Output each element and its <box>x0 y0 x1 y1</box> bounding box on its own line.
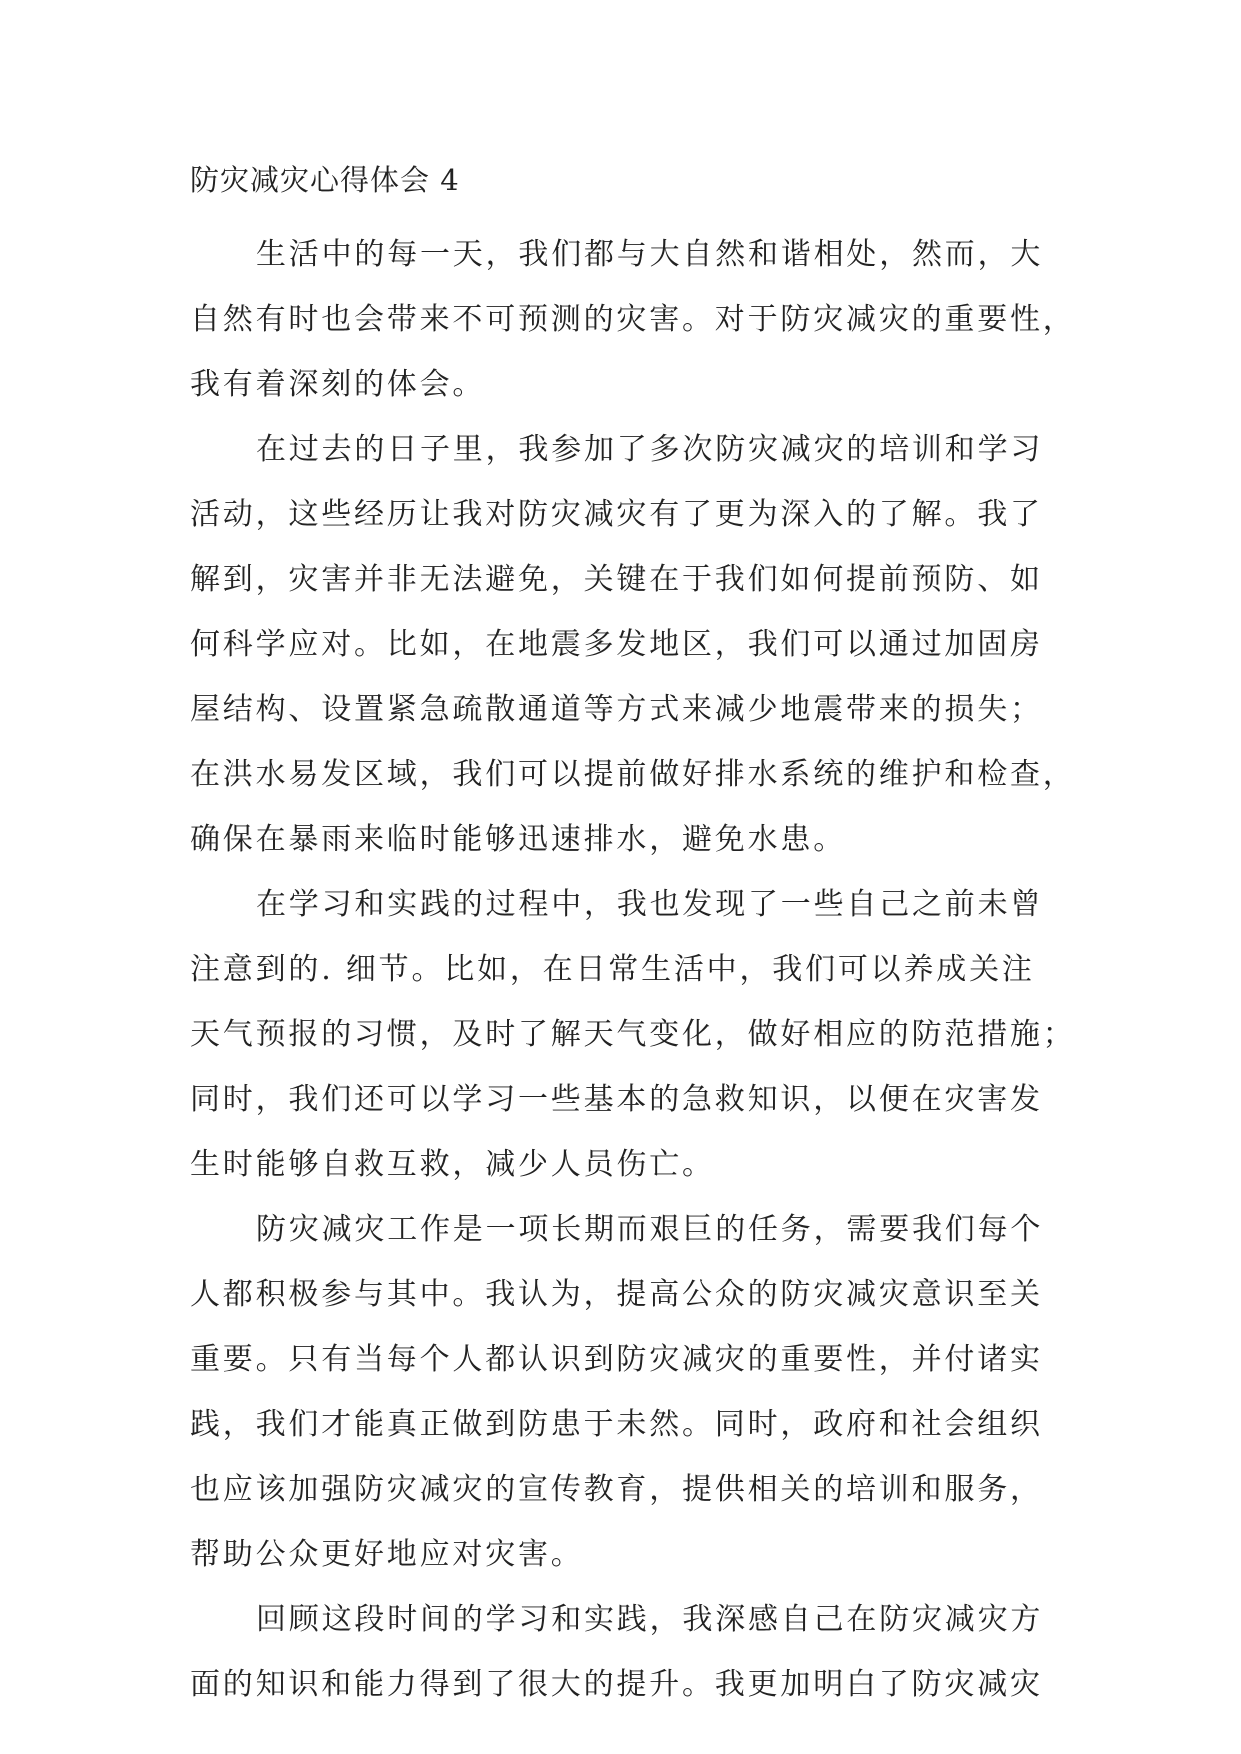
text-line: 践，我们才能真正做到防患于未然。同时，政府和社会组织 <box>190 1407 1043 1442</box>
text-line: 人都积极参与其中。我认为，提高公众的防灾减灾意识至关 <box>190 1277 1043 1312</box>
text-line: 在过去的日子里，我参加了多次防灾减灾的培训和学习 <box>256 432 1044 467</box>
text-line: 在学习和实践的过程中，我也发现了一些自己之前未曾 <box>256 887 1044 922</box>
text-line: 回顾这段时间的学习和实践，我深感自己在防灾减灾方 <box>256 1602 1044 1637</box>
text-line: 屋结构、设置紧急疏散通道等方式来减少地震带来的损失； <box>190 692 1043 727</box>
text-line: 面的知识和能力得到了很大的提升。我更加明白了防灾减灾 <box>190 1667 1043 1702</box>
text-line: 防灾减灾工作是一项长期而艰巨的任务，需要我们每个 <box>256 1212 1044 1247</box>
text-line: 活动，这些经历让我对防灾减灾有了更为深入的了解。我了 <box>190 497 1043 532</box>
text-line: 确保在暴雨来临时能够迅速排水，避免水患。 <box>190 822 846 857</box>
text-line: 也应该加强防灾减灾的宣传教育，提供相关的培训和服务， <box>190 1472 1043 1507</box>
text-line: 我有着深刻的体会。 <box>190 367 486 402</box>
text-line: 重要。只有当每个人都认识到防灾减灾的重要性，并付诸实 <box>190 1342 1043 1377</box>
document-title: 防灾减灾心得体会 4 <box>190 163 460 197</box>
document-body <box>190 222 1080 1717</box>
text-line: 同时，我们还可以学习一些基本的急救知识，以便在灾害发 <box>190 1082 1043 1117</box>
text-line: 帮助公众更好地应对灾害。 <box>190 1537 584 1572</box>
text-line: 解到，灾害并非无法避免，关键在于我们如何提前预防、如 <box>190 562 1043 597</box>
text-line: 何科学应对。比如，在地震多发地区，我们可以通过加固房 <box>190 627 1043 662</box>
text-line: 自然有时也会带来不可预测的灾害。对于防灾减灾的重要性， <box>190 302 1076 337</box>
text-line: 注意到的. 细节。比如，在日常生活中，我们可以养成关注 <box>190 952 1035 987</box>
text-line: 生活中的每一天，我们都与大自然和谐相处，然而，大 <box>256 237 1044 272</box>
text-line: 在洪水易发区域，我们可以提前做好排水系统的维护和检查， <box>190 757 1076 792</box>
text-line: 生时能够自救互救，减少人员伤亡。 <box>190 1147 715 1182</box>
text-line: 天气预报的习惯，及时了解天气变化，做好相应的防范措施； <box>190 1017 1076 1052</box>
